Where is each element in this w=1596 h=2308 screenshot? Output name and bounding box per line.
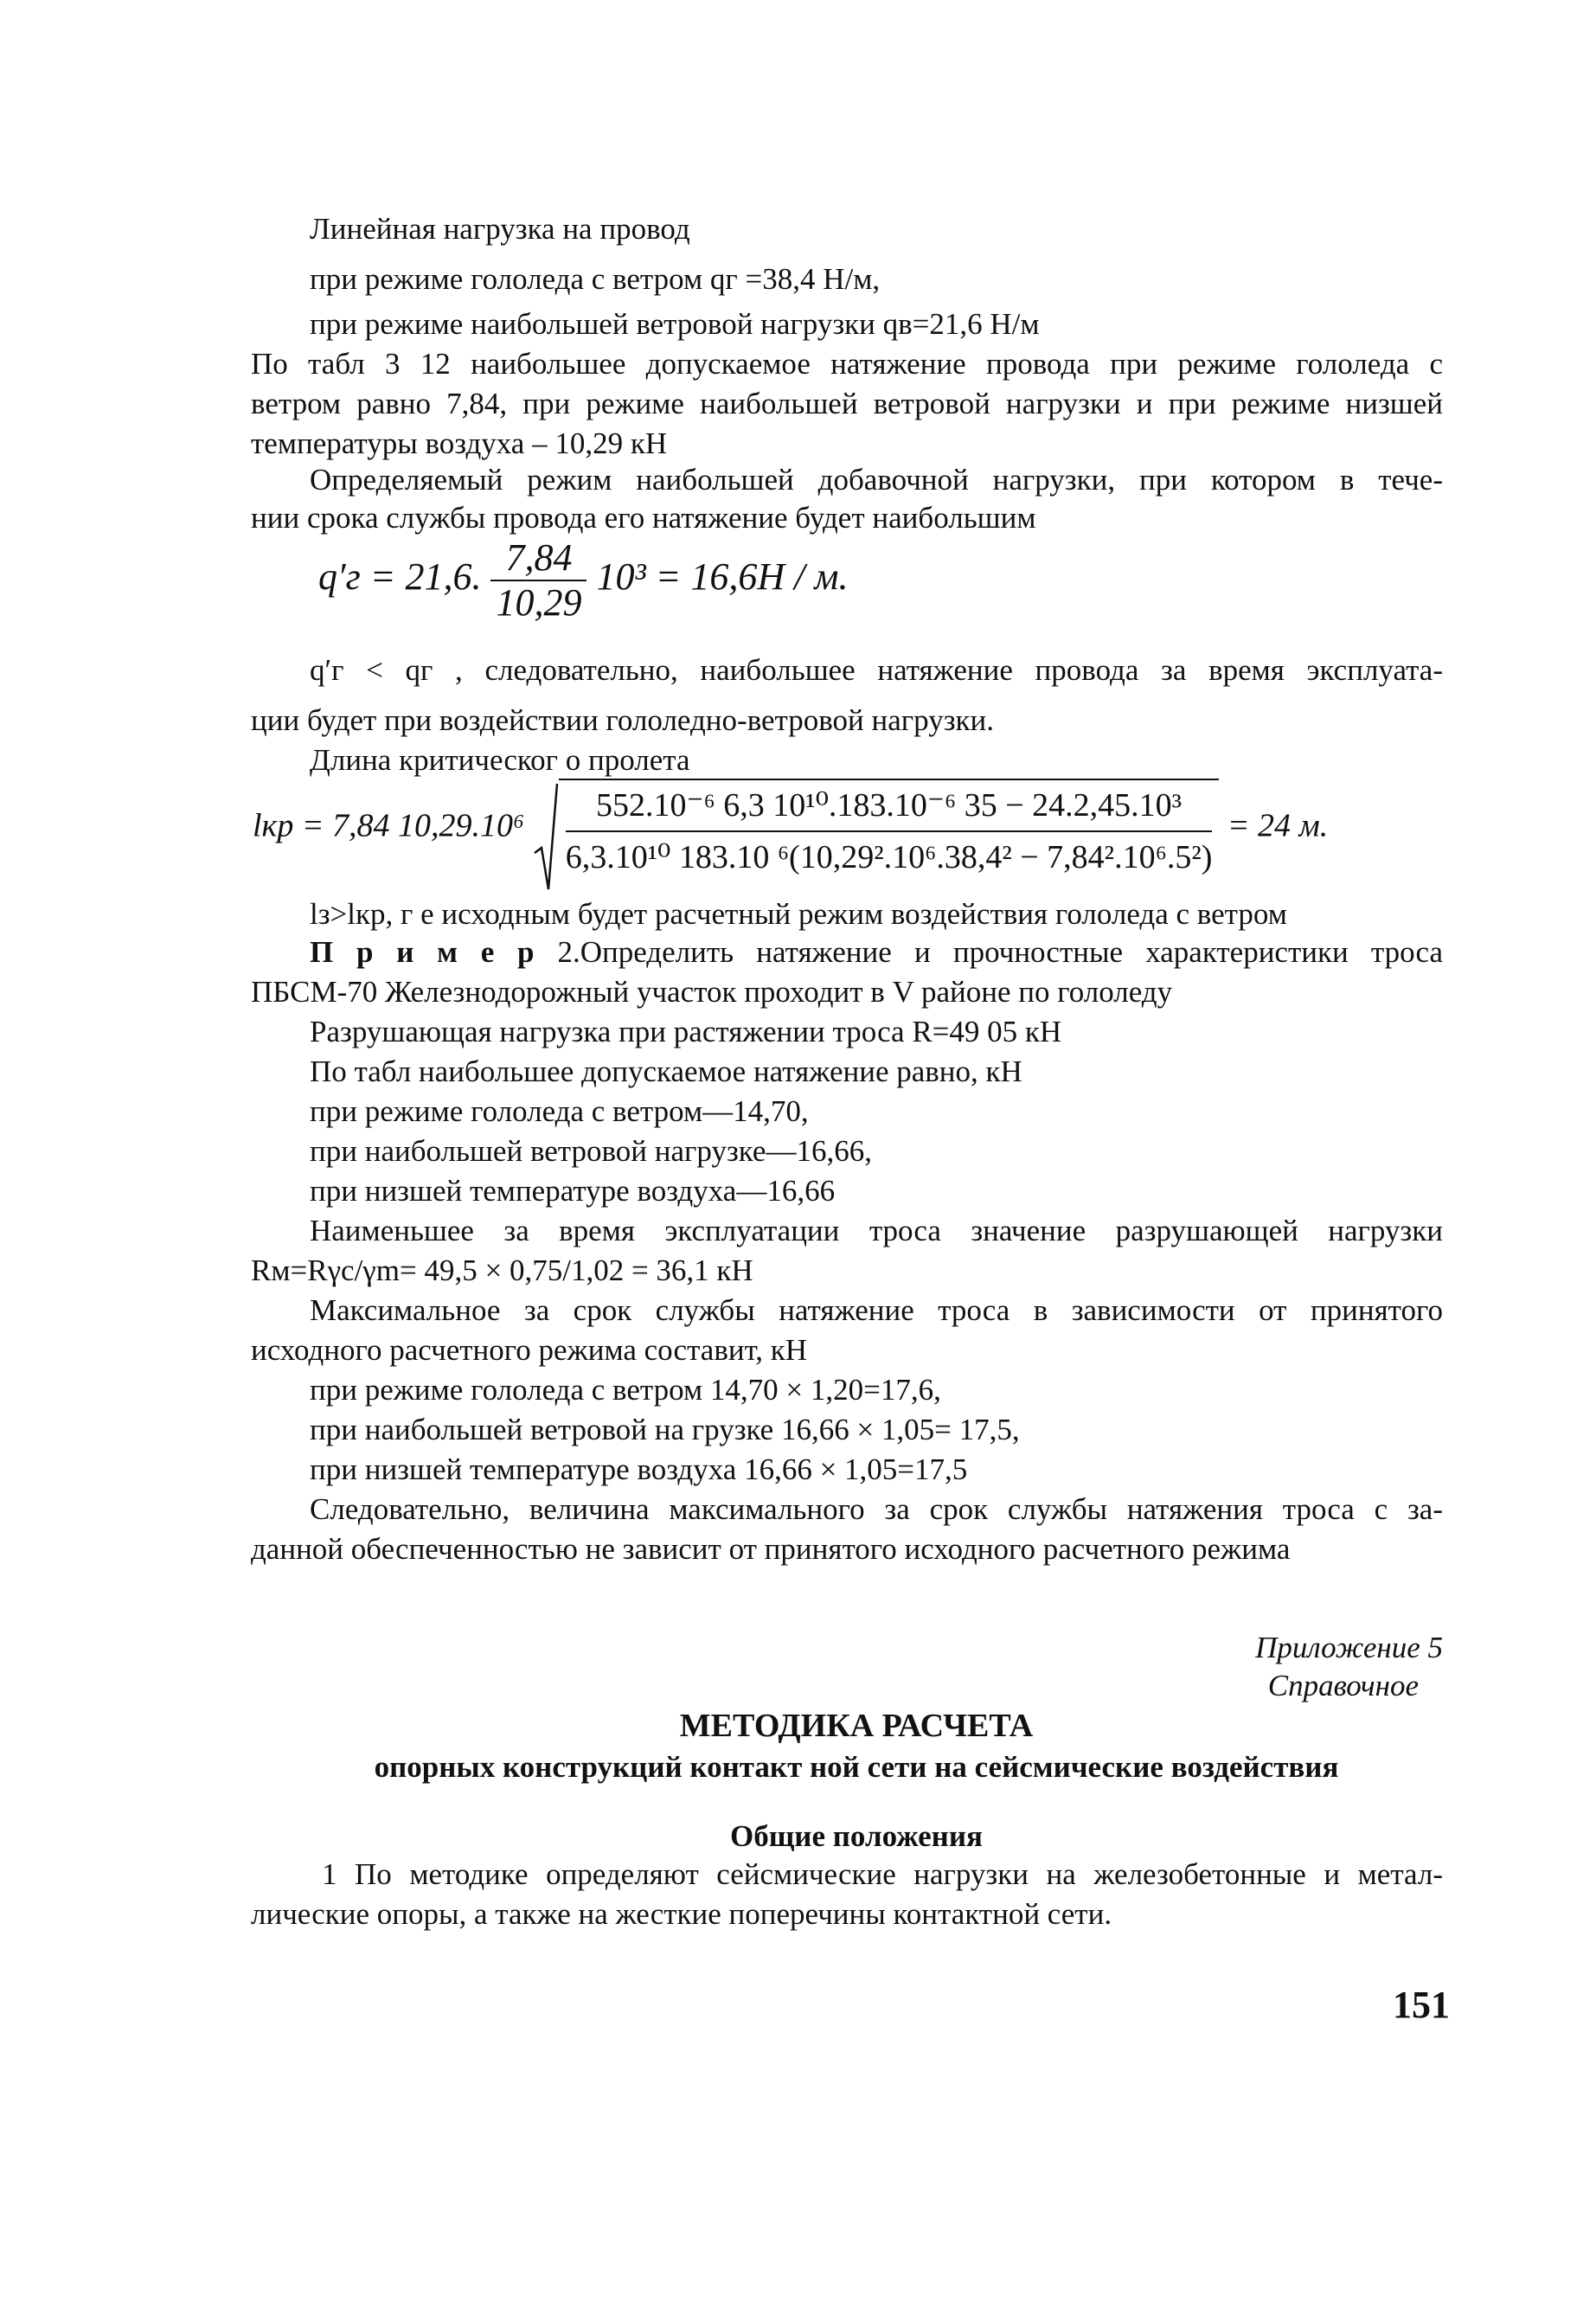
formula-denominator: 6,3.10¹⁰ 183.10 ⁶(10,29².10⁶.38,4² − 7,84².10⁶.5²) [566,830,1213,879]
text-line: ПБСМ-70 Железнодорожный участок проходит в V районе по гололеду [251,975,1173,1009]
text-line: исходного расчетного режима составит, кН [251,1333,808,1367]
example-label: П р и м е р [310,935,542,969]
formula-fraction [490,536,586,625]
text-line: Длина критическог о пролета [310,743,690,777]
text-line: температуры воздуха – 10,29 кН [251,426,668,460]
formula-critical-span [253,779,1328,879]
appendix-kind: Справочное [1267,1669,1419,1702]
paragraph-line: лические опоры, а также на жесткие поперечины контактной сети. [251,1897,1112,1931]
text-line: Линейная нагрузка на провод [310,212,690,246]
text-line: нии срока службы провода его натяжение будет наибольшим [251,501,1036,535]
formula-numerator: 7,84 [505,536,573,579]
section-title: МЕТОДИКА РАСЧЕТА [679,1708,1034,1744]
appendix-label: Приложение 5 [1255,1631,1443,1664]
page-number: 151 [1393,1984,1450,2026]
subsection-title: Общие положения [730,1819,983,1853]
text-line: lз>lкр, г е исходным будет расчетный режим воздействия гололеда с ветром [310,897,1287,931]
section-subtitle: опорных конструкций контакт ной сети на сейсмические воздействия [374,1750,1339,1784]
text-line: при режиме наибольшей ветровой нагрузки qв=21,6 Н/м [310,307,1040,341]
text-line: Следовательно, величина максимального за срок службы натяжения троса с за- [310,1492,1443,1526]
text-line: при низшей температуре воздуха—16,66 [310,1174,836,1208]
text-line: при наибольшей ветровой нагрузке—16,66, [310,1134,872,1168]
formula-rhs: = 24 м. [1227,807,1329,844]
formula-lhs: q′г = 21,6. [318,555,482,599]
text-line: при режиме гололеда с ветром—14,70, [310,1094,809,1128]
formula-load [318,536,848,625]
text-line: при низшей температуре воздуха 16,66 × 1,05=17,5 [310,1452,968,1486]
text-line: при наибольшей ветровой на грузке 16,66 × 1,05= 17,5, [310,1413,1020,1446]
text-line: По табл 3 12 наибольшее допускаемое натяжение провода при режиме гололеда с [251,347,1443,381]
text-line: Максимальное за срок службы натяжение троса в зависимости от принятого [310,1293,1443,1327]
radical [533,779,1220,879]
text-line: q′г < qг , следовательно, наибольшее натяжение провода за время эксплуата- [310,653,1443,687]
text-line: По табл наибольшее допускаемое натяжение равно, кН [310,1055,1022,1088]
example-text: 2.Определить натяжение и прочностные характеристики троса [557,935,1443,969]
text-line: ции будет при воздействии гололедно-ветровой нагрузки. [251,703,995,737]
text-line: при режиме гололеда с ветром 14,70 × 1,20=17,6, [310,1373,941,1407]
radical-body [559,779,1220,879]
text-line: Наименьшее за время эксплуатации троса значение разрушающей нагрузки [310,1214,1443,1247]
formula-lhs: lкр = 7,84 10,29.10⁶ [253,807,525,844]
formula-denominator: 10,29 [490,580,586,625]
text-line: Разрушающая нагрузка при растяжении троса R=49 05 кН [310,1015,1062,1048]
text-line: при режиме гололеда с ветром qг =38,4 Н/м, [310,262,881,296]
text-line: Определяемый режим наибольшей добавочной нагрузки, при котором в тече- [310,463,1443,497]
example-line [310,933,1443,972]
text-line: данной обеспеченностью не зависит от принятого исходного расчетного режима [251,1532,1291,1566]
text-line: Rм=Rγc/γm= 49,5 × 0,75/1,02 = 36,1 кН [251,1253,753,1287]
text-line: ветром равно 7,84, при режиме наибольшей ветровой нагрузки и при режиме низшей [251,387,1443,420]
radical-sign-icon [533,782,559,891]
formula-numerator: 552.10⁻⁶ 6,3 10¹⁰.183.10⁻⁶ 35 − 24.2,45.10³ [596,787,1183,824]
paragraph-line: 1 По методике определяют сейсмические нагрузки на железобетонные и метал- [322,1857,1443,1891]
formula-rhs: 10³ = 16,6H / м. [596,555,849,599]
